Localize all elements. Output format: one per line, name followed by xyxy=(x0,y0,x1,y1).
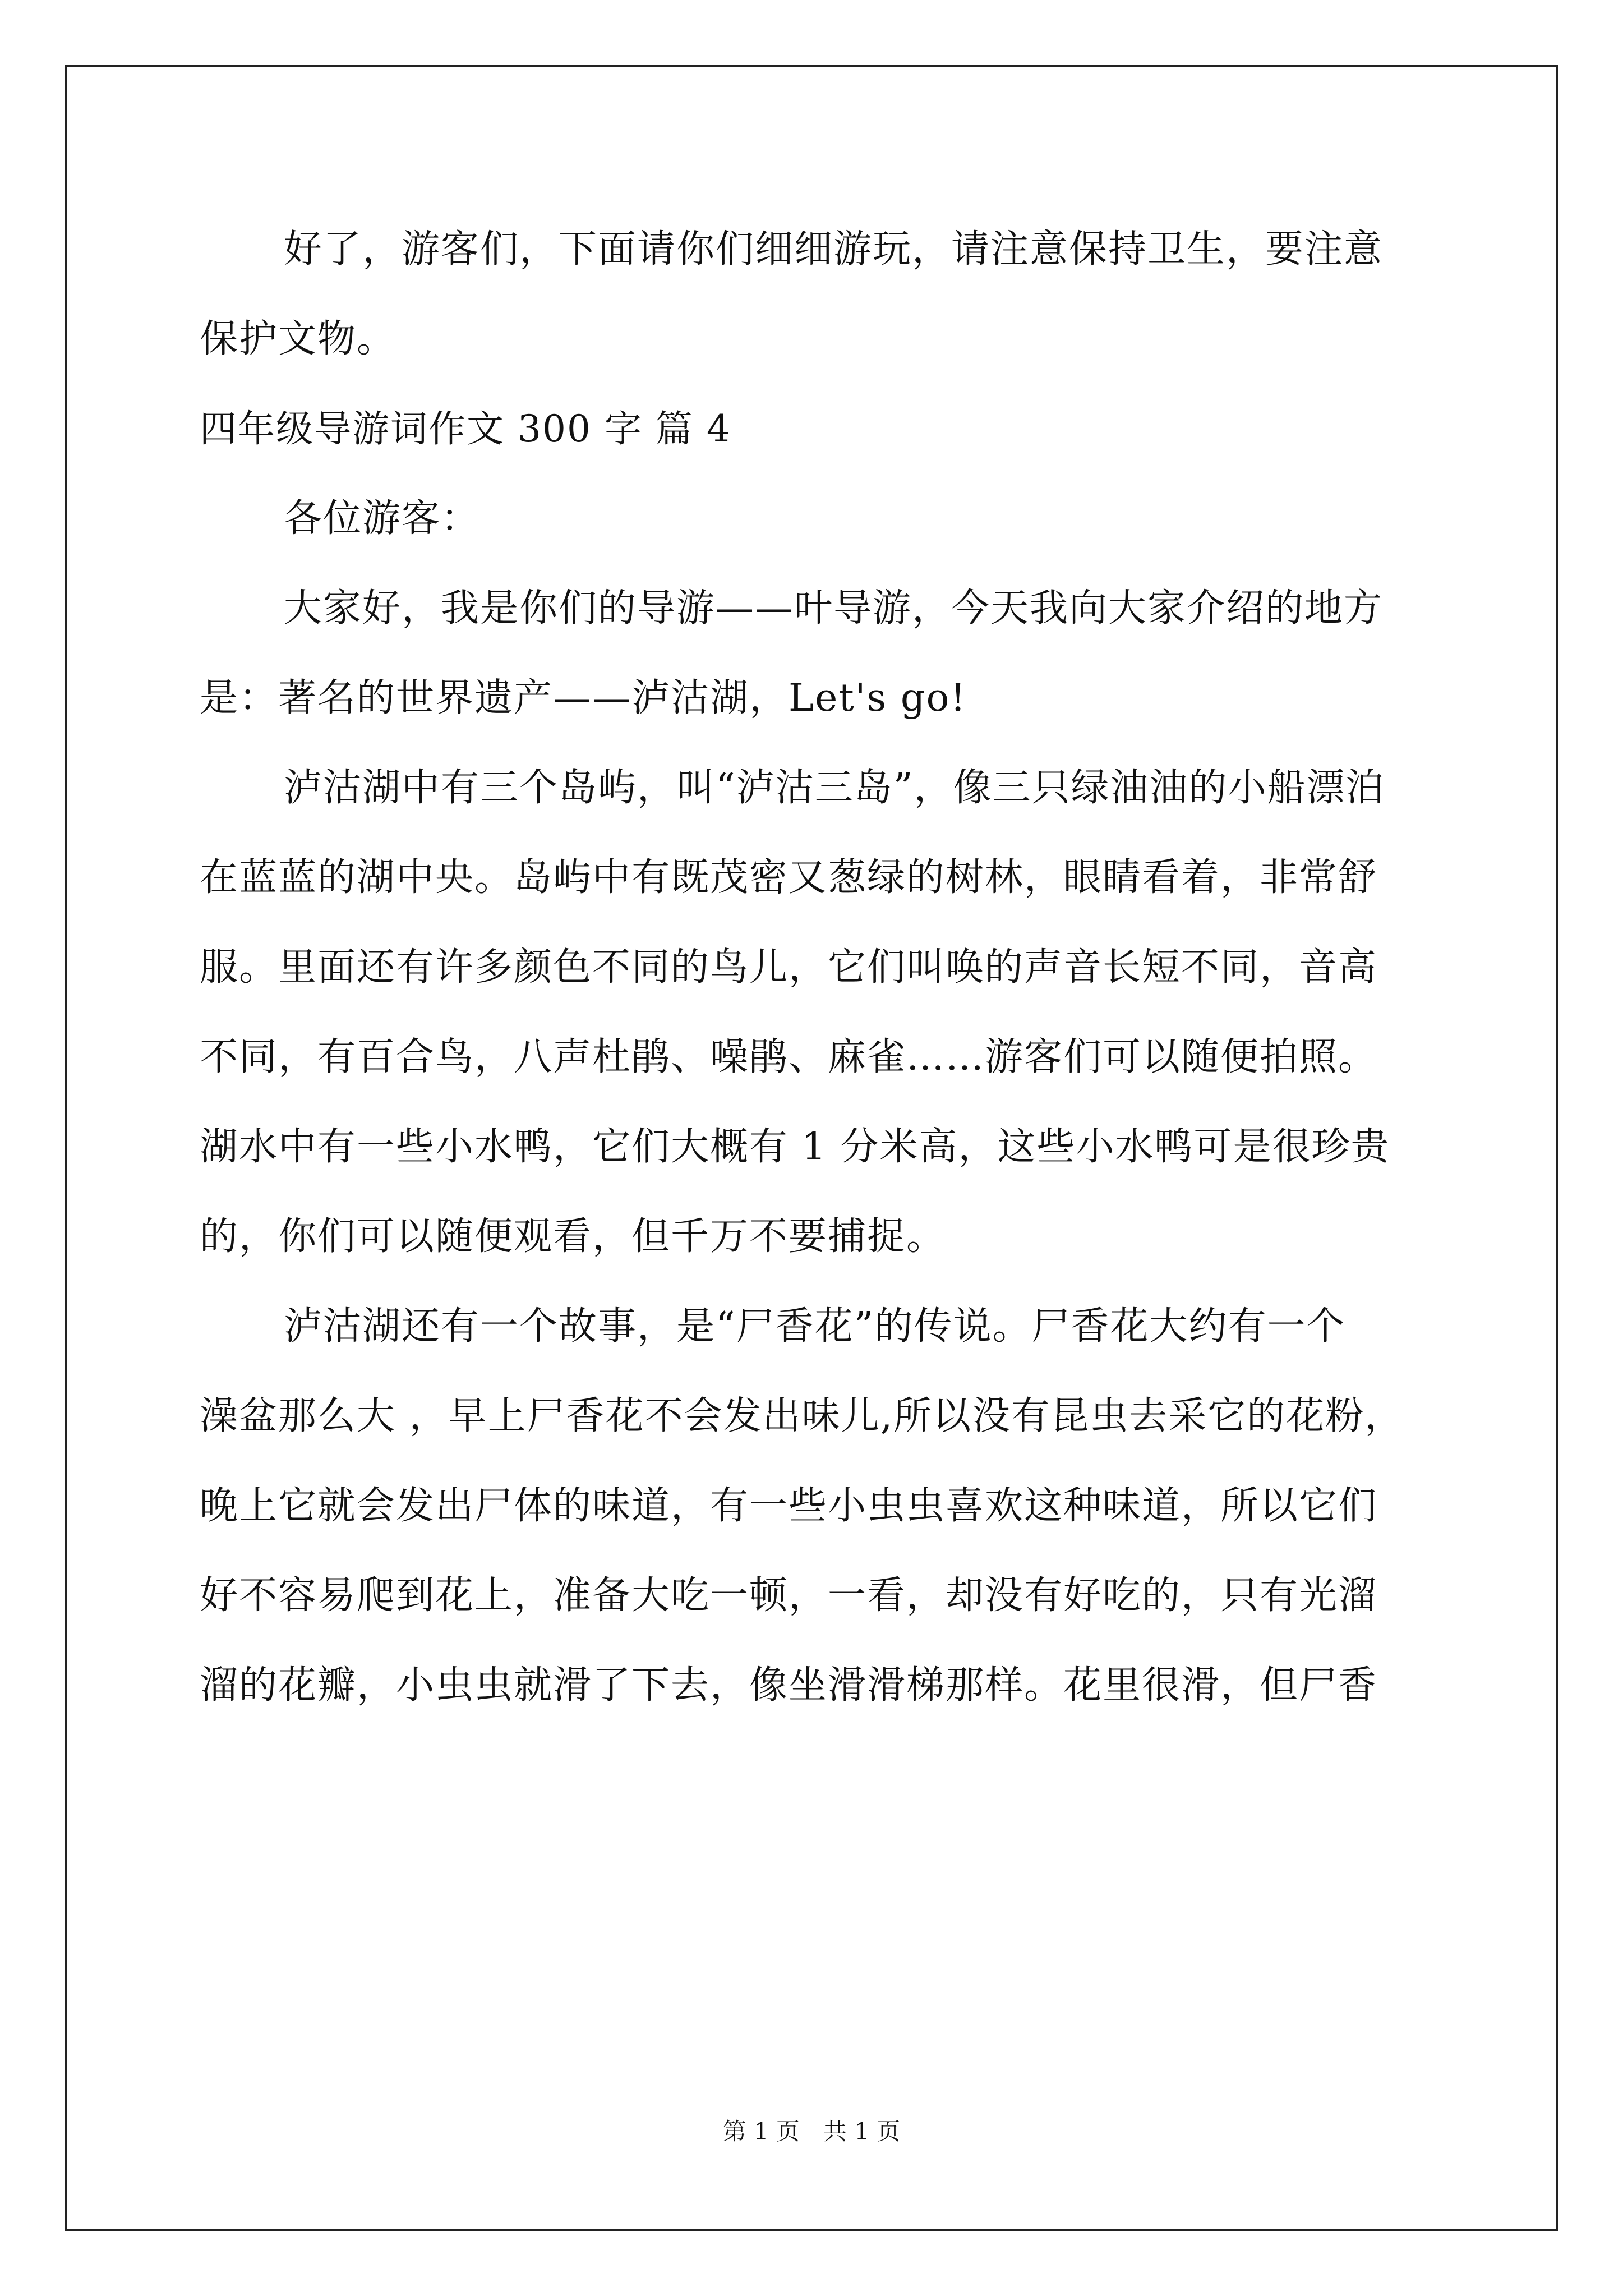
paragraph-line: 好不容易爬到花上，准备大吃一顿，一看，却没有好吃的，只有光溜 xyxy=(200,1573,1378,1618)
paragraph-line: 大家好，我是你们的导游——叶导游，今天我向大家介绍的地方 xyxy=(284,586,1384,631)
paragraph-line: 晚上它就会发出尸体的味道，有一些小虫虫喜欢这种味道，所以它们 xyxy=(200,1484,1378,1528)
paragraph-line: 保护文物。 xyxy=(200,317,396,361)
paragraph-line: 好了，游客们，下面请你们细细游玩，请注意保持卫生，要注意 xyxy=(284,227,1384,272)
page-number-footer: 第 1 页 共 1 页 xyxy=(722,2118,901,2145)
paragraph-line: 是：著名的世界遗产——泸沽湖，Let's go! xyxy=(200,676,967,720)
paragraph-line: 在蓝蓝的湖中央。岛屿中有既茂密又葱绿的树林，眼睛看着，非常舒 xyxy=(200,855,1378,900)
paragraph-line: 服。里面还有许多颜色不同的鸟儿，它们叫唤的声音长短不同，音高 xyxy=(200,945,1378,990)
paragraph-line: 澡盆那么大 ，早上尸香花不会发出味儿,所以没有昆虫去采它的花粉， xyxy=(200,1394,1404,1438)
paragraph-line: 溜的花瓣，小虫虫就滑了下去，像坐滑滑梯那样。花里很滑，但尸香 xyxy=(200,1663,1378,1708)
paragraph-line: 泸沽湖还有一个故事，是“尸香花”的传说。尸香花大约有一个 xyxy=(284,1304,1346,1349)
paragraph-line: 不同，有百合鸟，八声杜鹃、噪鹃、麻雀……游客们可以随便拍照。 xyxy=(200,1035,1378,1079)
paragraph-line: 各位游客： xyxy=(284,496,481,541)
paragraph-line: 的，你们可以随便观看，但千万不要捕捉。 xyxy=(200,1214,946,1259)
section-heading: 四年级导游词作文 300 字 篇 4 xyxy=(200,407,731,450)
paragraph-line: 湖水中有一些小水鸭，它们大概有 1 分米高，这些小水鸭可是很珍贵 xyxy=(200,1125,1390,1169)
paragraph-line: 泸沽湖中有三个岛屿，叫“泸沽三岛”，像三只绿油油的小船漂泊 xyxy=(284,766,1385,810)
